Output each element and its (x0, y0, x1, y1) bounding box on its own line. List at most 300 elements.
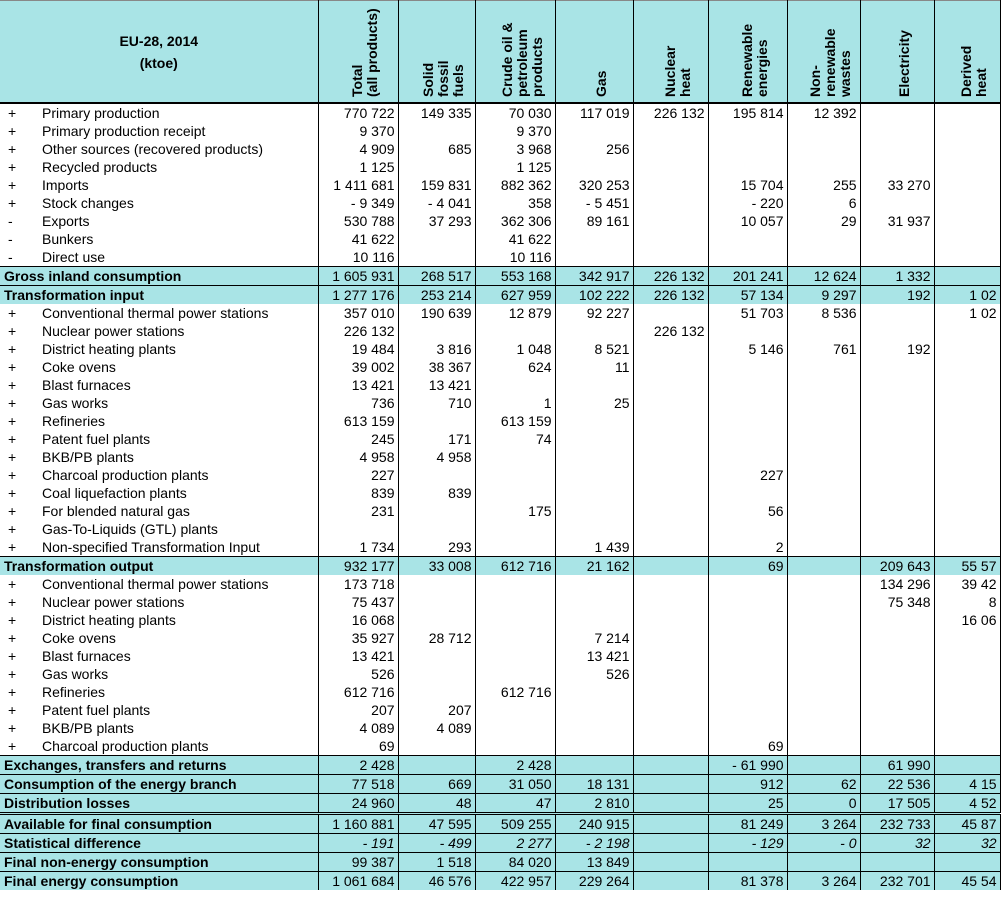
row-sign: + (8, 395, 17, 411)
table-cell (934, 737, 1000, 756)
table-cell: 1 02 (934, 286, 1000, 305)
table-cell (860, 520, 934, 538)
table-cell (633, 230, 708, 248)
row-sign: + (8, 738, 17, 754)
table-cell (398, 466, 475, 484)
table-cell: 1 411 681 (318, 176, 398, 194)
table-cell (934, 394, 1000, 412)
table-cell (860, 430, 934, 448)
table-cell: 62 (787, 775, 860, 794)
table-cell (860, 122, 934, 140)
table-cell (708, 448, 787, 466)
table-cell: 685 (398, 140, 475, 158)
table-cell: 38 367 (398, 358, 475, 376)
table-cell: 5 146 (708, 340, 787, 358)
table-cell (398, 611, 475, 629)
table-cell (398, 248, 475, 267)
table-cell (708, 683, 787, 701)
row-label: Charcoal production plants (26, 737, 318, 756)
table-row (0, 376, 1000, 394)
table-cell (934, 538, 1000, 557)
row-sign: + (8, 630, 17, 646)
row-label: For blended natural gas (26, 502, 318, 520)
table-cell (934, 683, 1000, 701)
table-cell: 553 168 (475, 267, 555, 286)
table-cell: 55 57 (934, 557, 1000, 576)
table-cell: 1 (475, 394, 555, 412)
table-cell: 81 249 (708, 814, 787, 834)
table-cell: - 9 349 (318, 194, 398, 212)
table-body (0, 103, 1000, 890)
table-cell (398, 158, 475, 176)
row-label: District heating plants (26, 611, 318, 629)
table-cell: 92 227 (555, 304, 633, 322)
table-cell (708, 230, 787, 248)
table-cell: 48 (398, 794, 475, 814)
table-cell (787, 394, 860, 412)
table-cell: 70 030 (475, 103, 555, 122)
table-cell (633, 140, 708, 158)
table-cell (787, 593, 860, 611)
table-cell (555, 737, 633, 756)
table-cell: 2 428 (475, 756, 555, 775)
row-sign: + (8, 521, 17, 537)
table-cell: 8 521 (555, 340, 633, 358)
table-cell (555, 448, 633, 466)
table-cell (787, 538, 860, 557)
row-label: Transformation input (0, 286, 318, 305)
row-sign: - (8, 231, 13, 247)
table-cell: 227 (318, 466, 398, 484)
table-row (0, 593, 1000, 611)
table-row (0, 140, 1000, 158)
table-cell (633, 737, 708, 756)
table-cell: 33 008 (398, 557, 475, 576)
table-cell: 1 605 931 (318, 267, 398, 286)
table-cell (787, 230, 860, 248)
table-cell: 669 (398, 775, 475, 794)
table-cell: - 129 (708, 834, 787, 853)
table-cell: 256 (555, 140, 633, 158)
table-cell: 613 159 (475, 412, 555, 430)
table-row (0, 466, 1000, 484)
table-cell: 7 214 (555, 629, 633, 647)
table-cell (633, 502, 708, 520)
table-cell: 3 816 (398, 340, 475, 358)
row-sign: + (8, 702, 17, 718)
table-cell (633, 853, 708, 872)
table-cell (633, 448, 708, 466)
summary-row (0, 794, 1000, 814)
table-cell (633, 412, 708, 430)
table-cell (787, 520, 860, 538)
row-sign: + (8, 485, 17, 501)
table-cell: 69 (318, 737, 398, 756)
table-cell (633, 248, 708, 267)
table-cell (555, 575, 633, 593)
table-cell: 74 (475, 430, 555, 448)
table-header (0, 1, 1000, 104)
table-cell (708, 122, 787, 140)
table-cell: 35 927 (318, 629, 398, 647)
table-cell (398, 502, 475, 520)
table-cell (633, 557, 708, 576)
table-cell (708, 665, 787, 683)
table-cell (708, 140, 787, 158)
column-header: Nuclear heat (633, 1, 708, 104)
column-header: Non- renewable wastes (787, 1, 860, 104)
table-cell (398, 412, 475, 430)
table-cell (475, 719, 555, 737)
table-cell: 612 716 (475, 683, 555, 701)
table-cell (934, 322, 1000, 340)
table-cell: 1 125 (475, 158, 555, 176)
table-cell: 1 061 684 (318, 872, 398, 891)
table-cell (398, 593, 475, 611)
table-cell (860, 394, 934, 412)
table-cell (860, 466, 934, 484)
table-cell: 12 392 (787, 103, 860, 122)
table-cell (787, 701, 860, 719)
table-cell: 232 733 (860, 814, 934, 834)
table-cell (708, 611, 787, 629)
row-sign: + (8, 612, 17, 628)
table-row (0, 194, 1000, 212)
row-sign: + (8, 648, 17, 664)
table-cell: - 191 (318, 834, 398, 853)
row-label: Imports (26, 176, 318, 194)
table-cell: 192 (860, 340, 934, 358)
table-cell (555, 502, 633, 520)
table-cell (860, 322, 934, 340)
table-row (0, 304, 1000, 322)
table-cell (860, 538, 934, 557)
table-cell (860, 140, 934, 158)
table-cell: 613 159 (318, 412, 398, 430)
summary-row (0, 814, 1000, 834)
table-cell: 1 518 (398, 853, 475, 872)
row-sign: + (8, 431, 17, 447)
table-cell: - 2 198 (555, 834, 633, 853)
table-cell (398, 575, 475, 593)
table-cell (708, 629, 787, 647)
table-cell: 1 160 881 (318, 814, 398, 834)
summary-row (0, 756, 1000, 775)
table-cell (787, 557, 860, 576)
table-cell (633, 756, 708, 775)
table-row (0, 448, 1000, 466)
table-cell: - 499 (398, 834, 475, 853)
table-cell (633, 394, 708, 412)
table-cell (633, 575, 708, 593)
table-cell: - 220 (708, 194, 787, 212)
table-cell (475, 538, 555, 557)
table-cell (860, 737, 934, 756)
table-row (0, 647, 1000, 665)
table-cell (860, 376, 934, 394)
table-row (0, 358, 1000, 376)
table-cell (633, 814, 708, 834)
table-cell: 190 639 (398, 304, 475, 322)
table-cell (934, 484, 1000, 502)
table-cell: 839 (318, 484, 398, 502)
title-region: EU-28, 2014 (119, 32, 199, 49)
table-cell (860, 103, 934, 122)
table-cell (633, 340, 708, 358)
column-header: Renewable energies (708, 1, 787, 104)
table-cell: 612 716 (475, 557, 555, 576)
table-cell: 47 595 (398, 814, 475, 834)
table-cell (475, 647, 555, 665)
row-label: Stock changes (26, 194, 318, 212)
row-label: Charcoal production plants (26, 466, 318, 484)
table-cell (475, 737, 555, 756)
row-sign: + (8, 413, 17, 429)
row-label: Consumption of the energy branch (0, 775, 318, 794)
table-cell: 171 (398, 430, 475, 448)
table-cell (555, 701, 633, 719)
table-cell: 61 990 (860, 756, 934, 775)
table-cell (934, 448, 1000, 466)
row-label: Conventional thermal power stations (26, 304, 318, 322)
table-cell: 12 624 (787, 267, 860, 286)
table-cell: 25 (555, 394, 633, 412)
table-cell (398, 756, 475, 775)
table-cell (934, 158, 1000, 176)
table-cell: 69 (708, 737, 787, 756)
table-row (0, 538, 1000, 557)
table-cell (555, 230, 633, 248)
table-cell (398, 122, 475, 140)
table-cell: 227 (708, 466, 787, 484)
table-cell (555, 520, 633, 538)
table-cell: 32 (860, 834, 934, 853)
table-cell: 736 (318, 394, 398, 412)
table-row (0, 212, 1000, 230)
table-cell: 3 264 (787, 814, 860, 834)
table-cell: 1 048 (475, 340, 555, 358)
table-cell (934, 140, 1000, 158)
table-cell: 9 370 (318, 122, 398, 140)
table-cell (475, 575, 555, 593)
table-cell (934, 376, 1000, 394)
table-cell (708, 394, 787, 412)
table-cell (555, 611, 633, 629)
table-cell: 195 814 (708, 103, 787, 122)
table-cell: 612 716 (318, 683, 398, 701)
table-cell: 357 010 (318, 304, 398, 322)
table-cell (934, 466, 1000, 484)
table-cell: 4 089 (318, 719, 398, 737)
table-cell: 47 (475, 794, 555, 814)
column-header: Total (all products) (318, 1, 398, 104)
table-cell (633, 611, 708, 629)
table-cell (860, 194, 934, 212)
row-label: BKB/PB plants (26, 719, 318, 737)
table-cell (633, 158, 708, 176)
column-header: Gas (555, 1, 633, 104)
table-cell: 226 132 (633, 322, 708, 340)
table-cell: 57 134 (708, 286, 787, 305)
table-cell (934, 629, 1000, 647)
table-cell: 31 050 (475, 775, 555, 794)
table-cell (708, 853, 787, 872)
table-row (0, 484, 1000, 502)
table-cell: 207 (318, 701, 398, 719)
table-cell (633, 665, 708, 683)
table-cell (555, 756, 633, 775)
table-cell (934, 647, 1000, 665)
table-cell: 624 (475, 358, 555, 376)
table-row (0, 230, 1000, 248)
row-sign: + (8, 359, 17, 375)
row-label: Blast furnaces (26, 376, 318, 394)
table-cell (475, 701, 555, 719)
table-cell (934, 340, 1000, 358)
table-cell (934, 212, 1000, 230)
table-cell (708, 248, 787, 267)
table-cell (787, 853, 860, 872)
table-cell (708, 575, 787, 593)
table-cell: 84 020 (475, 853, 555, 872)
table-cell (934, 122, 1000, 140)
row-sign: + (8, 666, 17, 682)
table-cell (633, 430, 708, 448)
table-cell: 207 (398, 701, 475, 719)
table-cell (708, 484, 787, 502)
table-cell: 4 909 (318, 140, 398, 158)
table-cell (934, 176, 1000, 194)
title-unit: (ktoe) (139, 54, 178, 71)
table-cell: 75 348 (860, 593, 934, 611)
table-row (0, 683, 1000, 701)
row-sign: + (8, 123, 17, 139)
table-cell: 4 958 (318, 448, 398, 466)
table-cell (860, 358, 934, 376)
table-cell: 4 089 (398, 719, 475, 737)
table-cell: 39 002 (318, 358, 398, 376)
table-cell: 15 704 (708, 176, 787, 194)
table-cell: 39 42 (934, 575, 1000, 593)
table-row (0, 701, 1000, 719)
table-cell (934, 230, 1000, 248)
row-sign: + (8, 141, 17, 157)
row-label: Nuclear power stations (26, 322, 318, 340)
table-cell: 932 177 (318, 557, 398, 576)
row-label: Bunkers (26, 230, 318, 248)
row-sign: + (8, 720, 17, 736)
table-cell: 89 161 (555, 212, 633, 230)
table-cell (787, 358, 860, 376)
column-header: Electricity (860, 1, 934, 104)
table-cell (633, 834, 708, 853)
table-cell: 13 421 (318, 376, 398, 394)
table-cell (860, 853, 934, 872)
row-label: Statistical difference (0, 834, 318, 853)
table-cell (934, 665, 1000, 683)
row-label: District heating plants (26, 340, 318, 358)
table-cell (633, 794, 708, 814)
table-cell: 0 (787, 794, 860, 814)
table-cell: 175 (475, 502, 555, 520)
table-cell: 422 957 (475, 872, 555, 891)
table-cell: 10 116 (318, 248, 398, 267)
table-row (0, 520, 1000, 538)
table-cell: 6 (787, 194, 860, 212)
table-cell: 32 (934, 834, 1000, 853)
row-sign: + (8, 684, 17, 700)
table-cell (398, 737, 475, 756)
table-cell (708, 719, 787, 737)
table-cell: 2 810 (555, 794, 633, 814)
table-cell (633, 484, 708, 502)
table-cell: 45 87 (934, 814, 1000, 834)
table-cell: 209 643 (860, 557, 934, 576)
table-cell: 16 068 (318, 611, 398, 629)
table-cell: 4 958 (398, 448, 475, 466)
table-cell: 9 297 (787, 286, 860, 305)
row-sign: + (8, 467, 17, 483)
table-cell: 24 960 (318, 794, 398, 814)
table-cell (708, 412, 787, 430)
table-cell: 226 132 (633, 286, 708, 305)
row-label: BKB/PB plants (26, 448, 318, 466)
table-cell: 1 332 (860, 267, 934, 286)
column-header: Crude oil & petroleum products (475, 1, 555, 104)
table-cell (787, 484, 860, 502)
row-sign: + (8, 305, 17, 321)
table-cell (860, 304, 934, 322)
table-cell: 320 253 (555, 176, 633, 194)
row-label: Recycled products (26, 158, 318, 176)
table-cell (860, 248, 934, 267)
summary-row (0, 872, 1000, 891)
table-cell (708, 520, 787, 538)
table-cell: 627 959 (475, 286, 555, 305)
table-cell (633, 358, 708, 376)
table-cell (860, 701, 934, 719)
table-cell (475, 593, 555, 611)
row-sign: + (8, 323, 17, 339)
table-cell (934, 194, 1000, 212)
table-cell: 3 968 (475, 140, 555, 158)
table-cell: 362 306 (475, 212, 555, 230)
table-row (0, 176, 1000, 194)
table-cell: 226 132 (633, 267, 708, 286)
table-cell (555, 158, 633, 176)
summary-row (0, 775, 1000, 794)
table-cell (475, 484, 555, 502)
row-label: Other sources (recovered products) (26, 140, 318, 158)
table-cell (934, 520, 1000, 538)
table-cell (633, 466, 708, 484)
table-cell: 21 162 (555, 557, 633, 576)
table-cell (787, 140, 860, 158)
table-cell (708, 701, 787, 719)
table-cell (555, 484, 633, 502)
table-cell (787, 719, 860, 737)
row-sign: + (8, 177, 17, 193)
table-cell: 16 06 (934, 611, 1000, 629)
table-cell (787, 575, 860, 593)
row-label: Patent fuel plants (26, 430, 318, 448)
table-cell: - 0 (787, 834, 860, 853)
table-cell: 56 (708, 502, 787, 520)
row-sign: + (8, 503, 17, 519)
table-cell: 8 536 (787, 304, 860, 322)
table-cell (787, 122, 860, 140)
table-cell: 1 125 (318, 158, 398, 176)
